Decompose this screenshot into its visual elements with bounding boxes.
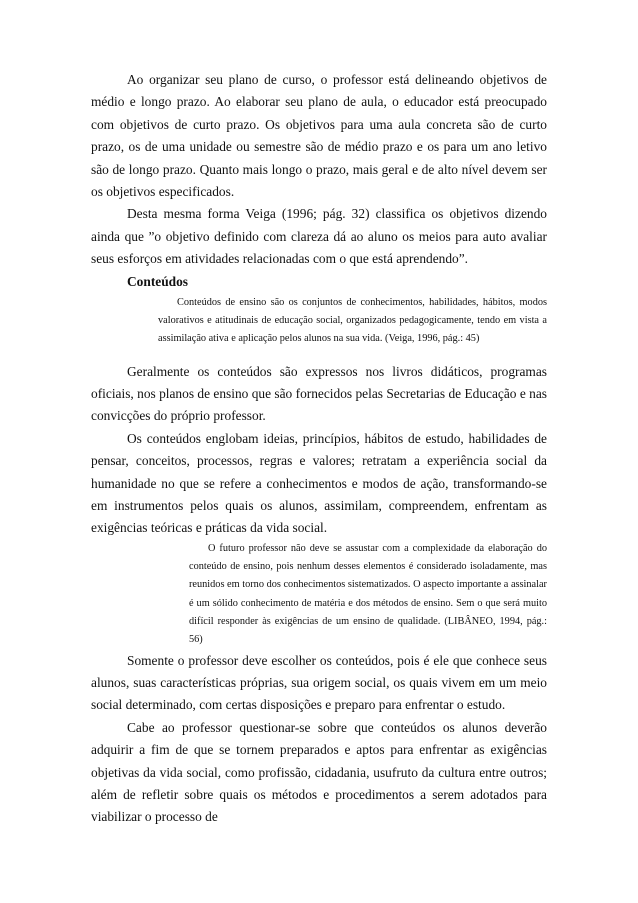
paragraph-veiga-objectives: Desta mesma forma Veiga (1996; pág. 32) classifica os objetivos dizendo ainda que ”o objetivo definido com clareza dá ao aluno os meios para auto avaliar seus esforços em atividades relacionadas com o que está aprendendo”.: [91, 206, 547, 267]
block-quote-libaneo: O futuro professor não deve se assustar com a complexidade da elaboração do conteúdo de ensino, pois nenhum desses elementos é considerado isoladamente, mas reunidos em torno dos conhecimentos sistematizados. O aspecto importante a assinalar é um sólido conhecimento de matéria e dos métodos de ensino. Sem o que será muito difícil responder às exigências de um ensino de qualidade. (LIBÂNEO, 1994, pág.: 56): [189, 542, 547, 646]
paragraph-objectives-timeframe: Ao organizar seu plano de curso, o professor está delineando objetivos de médio e longo prazo. Ao elaborar seu plano de aula, o educador está preocupado com objetivos de curto prazo. Os objetivos para uma aula concreta são de curto prazo, os de uma unidade ou semestre são de médio prazo e os para um ano letivo são de longo prazo. Quanto mais longo o prazo, mais geral e de alto nível devem ser os objetivos especificados.: [91, 72, 547, 200]
document-page: [91, 69, 547, 829]
paragraph-content-definition: Os conteúdos englobam ideias, princípios, hábitos de estudo, habilidades de pensar, conceitos, processos, regras e valores; retratam a experiência social da humanidade no que se refere a conhecimentos e modos de ação, transformando-se em instrumentos pelos quais os alunos, assimilam, compreendem, enfrentam as exigências teóricas e práticas da vida social.: [91, 430, 547, 536]
paragraph-teacher-chooses: Somente o professor deve escolher os conteúdos, pois é ele que conhece seus alunos, suas características próprias, sua origem social, os quais vivem em um meio social determinado, com certas disposições e preparo para enfrentar o estudo.: [91, 652, 547, 713]
paragraph-teacher-questions: Cabe ao professor questionar-se sobre que conteúdos os alunos deverão adquirir a fim de que se tornem preparados e aptos para enfrentar as exigências objetivas da vida social, como profissão, cidadania, usufruto da cultura entre outros; além de refletir sobre quais os métodos e procedimentos a serem adotados para viabilizar o processo de: [91, 719, 547, 825]
section-heading-conteudos: Conteúdos: [127, 273, 189, 289]
block-quote-veiga: Conteúdos de ensino são os conjuntos de conhecimentos, habilidades, hábitos, modos valorativos e atitudinais de educação social, organizados pedagogicamente, tendo em vista a assimilação ativa e aplicação pelos alunos na sua vida. (Veiga, 1996, pág.: 45): [158, 296, 547, 345]
paragraph-content-sources: Geralmente os conteúdos são expressos nos livros didáticos, programas oficiais, nos planos de ensino que são fornecidos pelas Secretarias de Educação e nas convicções do próprio professor.: [91, 363, 547, 424]
